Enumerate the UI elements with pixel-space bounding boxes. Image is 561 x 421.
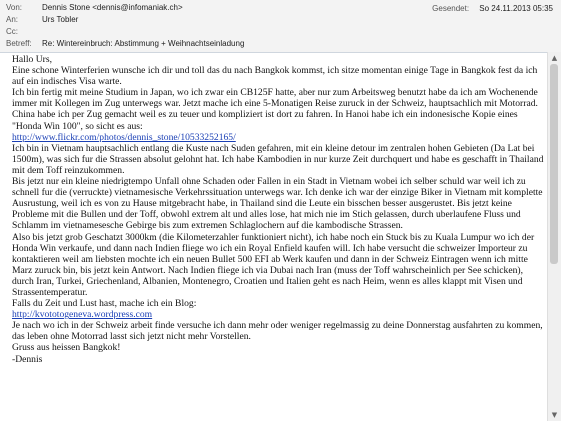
cc-label: Cc:	[6, 27, 18, 36]
sent-label: Gesendet:	[432, 4, 470, 13]
scroll-down-icon[interactable]: ▼	[551, 411, 558, 419]
paragraph-4: Bis jetzt nur ein kleine niedrigtempo Unfall ohne Schaden oder Fallen in ein Stadt in Vietnam wobei ich selber schuld war weil ich zu schnell fur die (verruckte) vietnamesische Verkehrssituation unterwegs war. Ich denke ich war der einzige Biker in Vietnam mit komplette Ausrustung, weil ich es von zu Hause mitgebracht habe, in Thailand sind die Leute ein bisschen besser ausgerustet. Bis jetzt keine Probleme mit die Bullen und der Toff, obwohl extrem alt und alles lose, hat mich nie im Stich gelassen, durch uberlaufene Fluss und Schlamm im vietnamesesche Gebirge bis zum extremen Schlaglochern auf die kambodische Strassen.	[12, 176, 543, 232]
paragraph-1: Eine schone Winterferien wunsche ich dir und toll das du nach Bangkok kommst, ich sitze momentan einige Tage in Bangkok fest da ich auf ein indisches Visa warte.	[12, 65, 538, 88]
greeting: Hallo Urs,	[12, 54, 52, 65]
scroll-up-icon[interactable]: ▲	[551, 54, 558, 62]
blog-link[interactable]: http://kvototogeneva.wordpress.com	[12, 309, 153, 321]
paragraph-7: Je nach wo ich in der Schweiz arbeit finde versuche ich dann mehr oder weniger regelmassig zu deine Donnerstag ausfahrten zu kommen, das leben ohne Motorrad lasst sich jetzt nicht mehr Vorstellen.	[12, 320, 543, 343]
message-body-pane[interactable]	[0, 52, 548, 421]
closing-greeting: Gruss aus heissen Bangkok!	[12, 342, 121, 354]
subject-value: Re: Wintereinbruch: Abstimmung + Weihnachtseinladung	[42, 39, 245, 48]
vertical-scrollbar[interactable]	[547, 52, 561, 421]
to-label: An:	[6, 15, 19, 24]
subject-label: Betreff:	[6, 39, 32, 48]
signature: -Dennis	[12, 353, 43, 365]
from-value[interactable]: Dennis Stone <dennis@infomaniak.ch>	[42, 3, 183, 12]
paragraph-3: Ich bin in Vietnam hauptsachlich entlang die Kuste nach Suden gefahren, mit ein kleine detour im zentralen hohen Gebieten (Da Lat bei 1500m), was sich fur die Strassen absolut gelohnt hat. Ich habe Kambodien in nur kurze Zeit durchquert und habe es geschafft in Thailand mit dem Toff reinzukommen.	[12, 142, 544, 176]
message-header	[0, 0, 561, 53]
paragraph-5: Also bis jetzt grob Geschatzt 3000km (die Kilometerzahler funktioniert nicht), ich habe noch ein Stuck bis zu Kuala Lumpur wo ich der Honda Win verkaufe, und dann nach Indien fliege wo ich ein Royal Enfield kaufen will. Ich habe versucht die schweizer Importeur zu kontaktieren weil am liebsten mochte ich ein neuen Bullet 500 EFI ab Werk kaufen und dann in der Schweiz Eintragen wenn ich mitte Marz zuruck bin, bis jetzt kein Antwort. Nach Indien fliege ich via Dubai nach Iran (muss der Toff wahrscheinlich per See schicken), durch Iran, Turkei, Griechenland, Albanien, Montenegro, Croatien und Italien geht es nach Heim, wenn es alles klappt mit Visen und Strassentemperatur.	[12, 231, 535, 298]
message-body	[12, 54, 544, 365]
to-value[interactable]: Urs Tobler	[42, 15, 79, 24]
sent-value: So 24.11.2013 05:35	[479, 4, 553, 13]
scrollbar-thumb[interactable]	[550, 64, 558, 264]
sent-info	[432, 4, 553, 14]
from-label: Von:	[6, 3, 23, 12]
paragraph-2: Ich bin fertig mit meine Studium in Japan, wo ich zwar ein CB125F hatte, aber nur zum Arbeitsweg benutzt habe da ich am Wochenende immer mit Kollegen im Zug unterwegs war. Jetzt mache ich eine 5-Monatigen Reise zuruck in der Schweiz, hauptsachlich mit Motorrad. China habe ich per Zug gemacht weil es zu teuer und kompliziert ist dort zu fahren. In Hanoi habe ich ein indonesische Kopie eines "Honda Win 100", so sicht es aus:	[12, 87, 538, 132]
flickr-link[interactable]: http://www.flickr.com/photos/dennis_stone/10533252165/	[12, 131, 236, 143]
paragraph-6: Falls du Zeit und Lust hast, mache ich ein Blog:	[12, 298, 197, 310]
